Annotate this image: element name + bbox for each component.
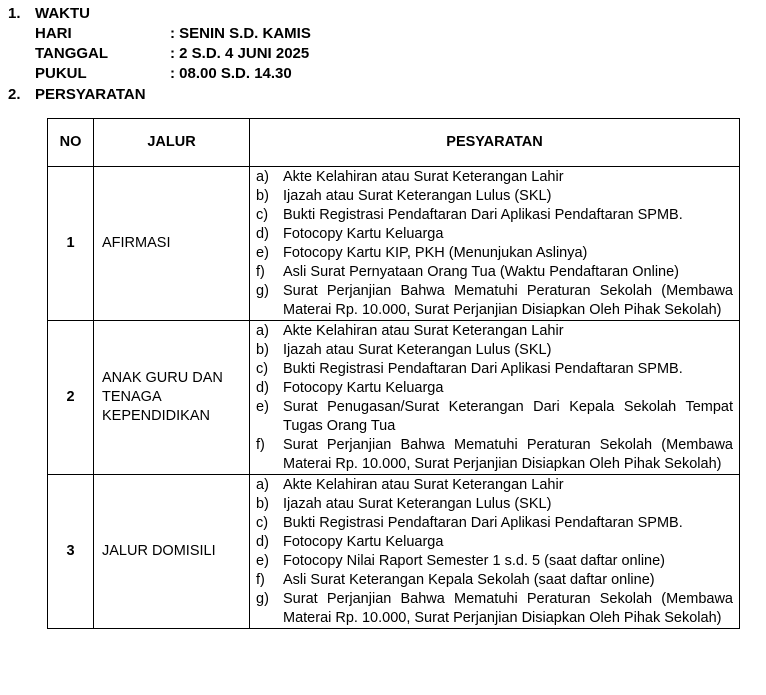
requirement-text: Surat Perjanjian Bahwa Mematuhi Peraturan Sekolah (Membawa Materai Rp. 10.000, Surat Perjanjian Disiapkan Oleh Pihak Sekolah): [283, 283, 733, 318]
row-requirements: [250, 321, 740, 475]
row-number: 1: [48, 167, 94, 321]
row-requirements: [250, 167, 740, 321]
schedule-value: : 2 S.D. 4 JUNI 2025: [170, 45, 310, 62]
requirement-item: [256, 360, 733, 379]
requirement-letter: d): [256, 380, 269, 396]
requirement-letter: a): [256, 169, 269, 185]
requirement-text: Surat Penugasan/Surat Keterangan Dari Kepala Sekolah Tempat Tugas Orang Tua: [283, 399, 733, 434]
section-number: 1.: [8, 5, 21, 22]
requirement-item: [256, 571, 733, 590]
requirement-letter: f): [256, 437, 265, 453]
schedule-label: HARI: [35, 25, 72, 42]
requirement-text: Surat Perjanjian Bahwa Mematuhi Peraturan Sekolah (Membawa Materai Rp. 10.000, Surat Perjanjian Disiapkan Oleh Pihak Sekolah): [283, 591, 733, 626]
requirement-letter: b): [256, 188, 269, 204]
requirement-letter: f): [256, 264, 265, 280]
row-jalur: ANAK GURU DAN TENAGA KEPENDIDIKAN: [94, 321, 250, 475]
requirement-list: [256, 476, 733, 628]
header-persyaratan: PESYARATAN: [250, 119, 740, 167]
table-header-row: [48, 119, 740, 167]
requirement-list: [256, 168, 733, 320]
requirement-text: Asli Surat Pernyataan Orang Tua (Waktu Pendaftaran Online): [283, 264, 680, 280]
schedule-value: : SENIN S.D. KAMIS: [170, 25, 311, 42]
header-no: NO: [48, 119, 94, 167]
requirement-letter: e): [256, 245, 269, 261]
table-row: [48, 321, 740, 475]
requirement-letter: f): [256, 572, 265, 588]
section-heading-waktu: [8, 4, 90, 24]
section-number: 2.: [8, 86, 21, 103]
requirement-item: [256, 590, 733, 628]
requirement-letter: e): [256, 553, 269, 569]
section-heading-persyaratan: [8, 85, 146, 105]
requirement-list: [256, 322, 733, 474]
requirement-text: Fotocopy Kartu KIP, PKH (Menunjukan Aslinya): [283, 245, 588, 261]
requirement-item: [256, 552, 733, 571]
requirement-letter: a): [256, 323, 269, 339]
requirement-item: [256, 168, 733, 187]
row-requirements: [250, 475, 740, 629]
section-title: PERSYARATAN: [35, 86, 146, 103]
requirement-item: [256, 436, 733, 474]
requirement-text: Fotocopy Nilai Raport Semester 1 s.d. 5 (saat daftar online): [283, 553, 666, 569]
requirement-item: [256, 341, 733, 360]
requirement-text: Bukti Registrasi Pendaftaran Dari Aplikasi Pendaftaran SPMB.: [283, 361, 683, 377]
requirement-letter: b): [256, 342, 269, 358]
requirement-letter: a): [256, 477, 269, 493]
requirement-text: Fotocopy Kartu Keluarga: [283, 534, 444, 550]
schedule-row-hari: [35, 24, 311, 44]
requirement-text: Ijazah atau Surat Keterangan Lulus (SKL): [283, 188, 552, 204]
requirement-item: [256, 225, 733, 244]
requirement-text: Bukti Registrasi Pendaftaran Dari Aplikasi Pendaftaran SPMB.: [283, 207, 683, 223]
row-jalur: AFIRMASI: [94, 167, 250, 321]
requirement-letter: c): [256, 207, 269, 223]
header-jalur: JALUR: [94, 119, 250, 167]
requirement-text: Fotocopy Kartu Keluarga: [283, 226, 444, 242]
requirement-item: [256, 398, 733, 436]
requirement-item: [256, 495, 733, 514]
requirement-text: Ijazah atau Surat Keterangan Lulus (SKL): [283, 342, 552, 358]
requirement-text: Surat Perjanjian Bahwa Mematuhi Peraturan Sekolah (Membawa Materai Rp. 10.000, Surat Perjanjian Disiapkan Oleh Pihak Sekolah): [283, 437, 733, 472]
requirement-letter: b): [256, 496, 269, 512]
requirement-letter: g): [256, 283, 269, 299]
requirement-item: [256, 206, 733, 225]
table-row: [48, 475, 740, 629]
requirement-item: [256, 282, 733, 320]
requirement-text: Bukti Registrasi Pendaftaran Dari Aplikasi Pendaftaran SPMB.: [283, 515, 683, 531]
requirement-item: [256, 322, 733, 341]
requirement-item: [256, 476, 733, 495]
requirement-text: Akte Kelahiran atau Surat Keterangan Lahir: [283, 169, 564, 185]
requirement-letter: g): [256, 591, 269, 607]
requirement-letter: c): [256, 361, 269, 377]
row-number: 2: [48, 321, 94, 475]
section-title: WAKTU: [35, 5, 90, 22]
row-jalur: JALUR DOMISILI: [94, 475, 250, 629]
schedule-row-tanggal: [35, 44, 309, 64]
table-body: [48, 167, 740, 629]
row-number: 3: [48, 475, 94, 629]
schedule-value: : 08.00 S.D. 14.30: [170, 65, 292, 82]
requirement-item: [256, 533, 733, 552]
requirement-letter: c): [256, 515, 269, 531]
requirement-text: Akte Kelahiran atau Surat Keterangan Lahir: [283, 477, 564, 493]
schedule-label: PUKUL: [35, 65, 87, 82]
requirement-item: [256, 244, 733, 263]
requirements-table: [47, 118, 740, 629]
requirement-item: [256, 187, 733, 206]
requirement-letter: e): [256, 399, 269, 415]
requirement-text: Asli Surat Keterangan Kepala Sekolah (saat daftar online): [283, 572, 655, 588]
requirement-text: Fotocopy Kartu Keluarga: [283, 380, 444, 396]
table-row: [48, 167, 740, 321]
requirement-text: Ijazah atau Surat Keterangan Lulus (SKL): [283, 496, 552, 512]
requirement-text: Akte Kelahiran atau Surat Keterangan Lahir: [283, 323, 564, 339]
requirement-item: [256, 379, 733, 398]
schedule-label: TANGGAL: [35, 45, 109, 62]
requirement-letter: d): [256, 226, 269, 242]
schedule-row-pukul: [35, 64, 292, 84]
requirement-item: [256, 514, 733, 533]
requirement-letter: d): [256, 534, 269, 550]
requirement-item: [256, 263, 733, 282]
